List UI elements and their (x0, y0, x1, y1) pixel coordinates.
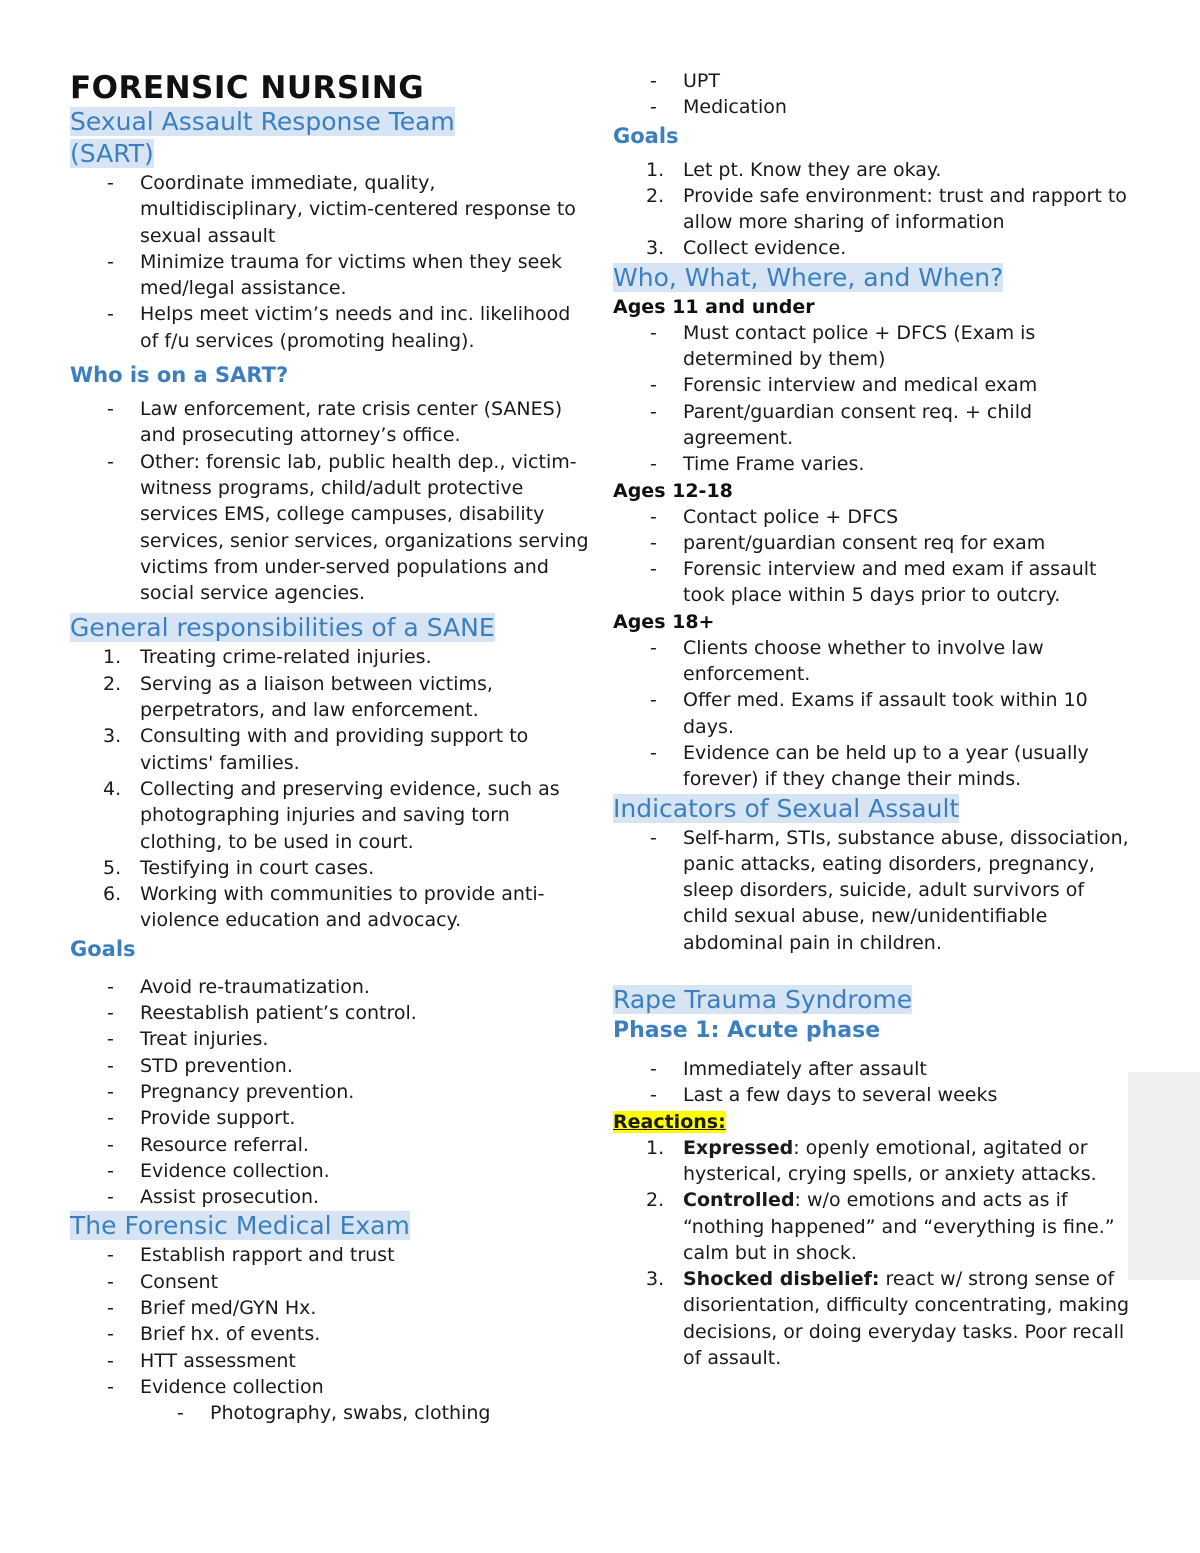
ages-12-18-list (613, 504, 1133, 609)
sart-heading (70, 106, 590, 138)
sart-list (70, 170, 590, 354)
list-item: 2. Provide safe environment: trust and rapport to allow more sharing of information (646, 184, 1127, 234)
reactions-list (613, 1135, 1133, 1372)
list-item: - Forensic interview and medical exam (650, 374, 1038, 397)
reaction-term: Controlled (683, 1189, 795, 1212)
list-item: 6. Working with communities to provide anti-violence education and advocacy. (103, 883, 545, 932)
indicators-list (613, 825, 1133, 956)
list-item: - Evidence collection (107, 1375, 324, 1398)
list-item: - Minimize trauma for victims when they seek med/legal assistance. (107, 250, 563, 300)
list-item: - STD prevention. (107, 1054, 293, 1077)
reaction-term: Expressed (683, 1136, 794, 1159)
reactions-label: Reactions: (613, 1110, 726, 1133)
list-item: - Last a few days to several weeks (650, 1084, 998, 1107)
list-item: - Reestablish patient’s control. (107, 1002, 417, 1025)
list-item: - Contact police + DFCS (650, 505, 899, 528)
list-item: - HTT assessment (107, 1349, 296, 1372)
ages-18-plus-label: Ages 18+ (613, 610, 715, 633)
list-item: - Avoid re-traumatization. (107, 975, 370, 998)
list-item: 1. Treating crime-related injuries. (103, 646, 432, 669)
list-item: - UPT (650, 70, 720, 92)
goals-list (70, 974, 590, 1211)
exam-goals-heading: Goals (613, 123, 679, 148)
exam-continued-list (613, 68, 1133, 121)
side-panel-tab[interactable] (1128, 1072, 1200, 1280)
list-item: - Law enforcement, rate crisis center (SANES) and prosecuting attorney’s office. (107, 398, 563, 447)
exam-list (70, 1242, 590, 1426)
list-item: 3. Consulting with and providing support to victims' families. (103, 725, 529, 774)
list-item: - Must contact police + DFCS (Exam is determined by them) (650, 321, 1036, 371)
who-on-sart-heading: Who is on a SART? (70, 363, 289, 388)
list-item: 3. Collect evidence. (646, 237, 847, 260)
list-item: 2. Serving as a liaison between victims, perpetrators, and law enforcement. (103, 672, 493, 722)
list-item: - Resource referral. (107, 1133, 309, 1156)
list-item: - Medication (650, 96, 787, 119)
goals-heading: Goals (70, 936, 136, 961)
phase-1-list (613, 1056, 1133, 1109)
reaction-item: 1. Expressed: openly emotional, agitated or hysterical, crying spells, or anxiety attacks. (646, 1136, 1097, 1185)
list-item: - Coordinate immediate, quality, multidisciplinary, victim-centered response to sexual assault (107, 172, 576, 247)
list-item: - Other: forensic lab, public health dep., victim-witness programs, child/adult protective services EMS, college campuses, disability services, senior services, organizations serving victims from under-served populations and social service agencies. (107, 450, 589, 605)
right-column (613, 68, 1133, 1371)
responsibilities-heading: General responsibilities of a SANE (70, 613, 495, 643)
ages-11-list (613, 320, 1133, 478)
list-item: - Treat injuries. (107, 1028, 269, 1051)
ages-11-under-label: Ages 11 and under (613, 295, 815, 318)
nested-list-item: - Photography, swabs, clothing (177, 1402, 491, 1425)
list-item: - Helps meet victim’s needs and inc. likelihood of f/u services (promoting healing). (107, 303, 571, 352)
list-item: - Evidence can be held up to a year (usually forever) if they change their minds. (650, 741, 1089, 791)
list-item: - Self-harm, STIs, substance abuse, dissociation, panic attacks, eating disorders, pregnancy, sleep disorders, suicide, adult survivors of child sexual abuse, new/unidentifiable abdominal pain in children. (650, 826, 1129, 954)
list-item: 5. Testifying in court cases. (103, 856, 375, 879)
list-item: - Brief hx. of events. (107, 1323, 321, 1346)
exam-goals-list (613, 157, 1133, 262)
ages-18-list (613, 635, 1133, 793)
who-list (70, 396, 590, 606)
reaction-item: 2. Controlled: w/o emotions and acts as if “nothing happened” and “everything is fine.” calm but in shock. (646, 1189, 1115, 1264)
sart-heading-line1: Sexual Assault Response Team (70, 107, 455, 136)
list-item: - Assist prosecution. (107, 1186, 320, 1209)
left-column (70, 70, 590, 1426)
sart-heading-abbrev (70, 138, 590, 170)
list-item: - Immediately after assault (650, 1058, 927, 1081)
list-item: 4. Collecting and preserving evidence, such as photographing injuries and saving torn clothing, to be used in court. (103, 777, 560, 853)
indicators-heading: Indicators of Sexual Assault (613, 793, 960, 823)
list-item: - Clients choose whether to involve law enforcement. (650, 636, 1044, 686)
document-title: FORENSIC NURSING (70, 70, 425, 106)
list-item: - Brief med/GYN Hx. (107, 1296, 317, 1319)
list-item: - Parent/guardian consent req. + child agreement. (650, 400, 1033, 449)
list-item: - Forensic interview and med exam if assault took place within 5 days prior to outcry. (650, 558, 1097, 607)
who-what-where-heading: Who, What, Where, and When? (613, 262, 1004, 292)
rape-trauma-syndrome-heading: Rape Trauma Syndrome (613, 985, 913, 1015)
list-item: - Evidence collection. (107, 1159, 330, 1182)
sart-heading-line2: (SART) (70, 139, 154, 168)
forensic-exam-heading: The Forensic Medical Exam (70, 1211, 410, 1241)
list-item: 1. Let pt. Know they are okay. (646, 158, 942, 181)
list-item: - Time Frame varies. (650, 453, 865, 476)
reaction-item: 3. Shocked disbelief: react w/ strong sense of disorientation, difficulty concentrating, making decisions, or doing everyday tasks. Poor recall of assault. (646, 1268, 1130, 1369)
list-item: - Provide support. (107, 1107, 296, 1130)
list-item: - Pregnancy prevention. (107, 1080, 355, 1103)
list-item: - Offer med. Exams if assault took within 10 days. (650, 689, 1088, 738)
reaction-term: Shocked disbelief: (683, 1268, 880, 1291)
list-item: - Establish rapport and trust (107, 1244, 395, 1267)
phase-1-heading: Phase 1: Acute phase (613, 1018, 881, 1044)
list-item: - Consent (107, 1270, 219, 1293)
list-item: - parent/guardian consent req for exam (650, 531, 1046, 554)
responsibilities-list (70, 644, 590, 933)
ages-12-18-label: Ages 12-18 (613, 479, 733, 502)
